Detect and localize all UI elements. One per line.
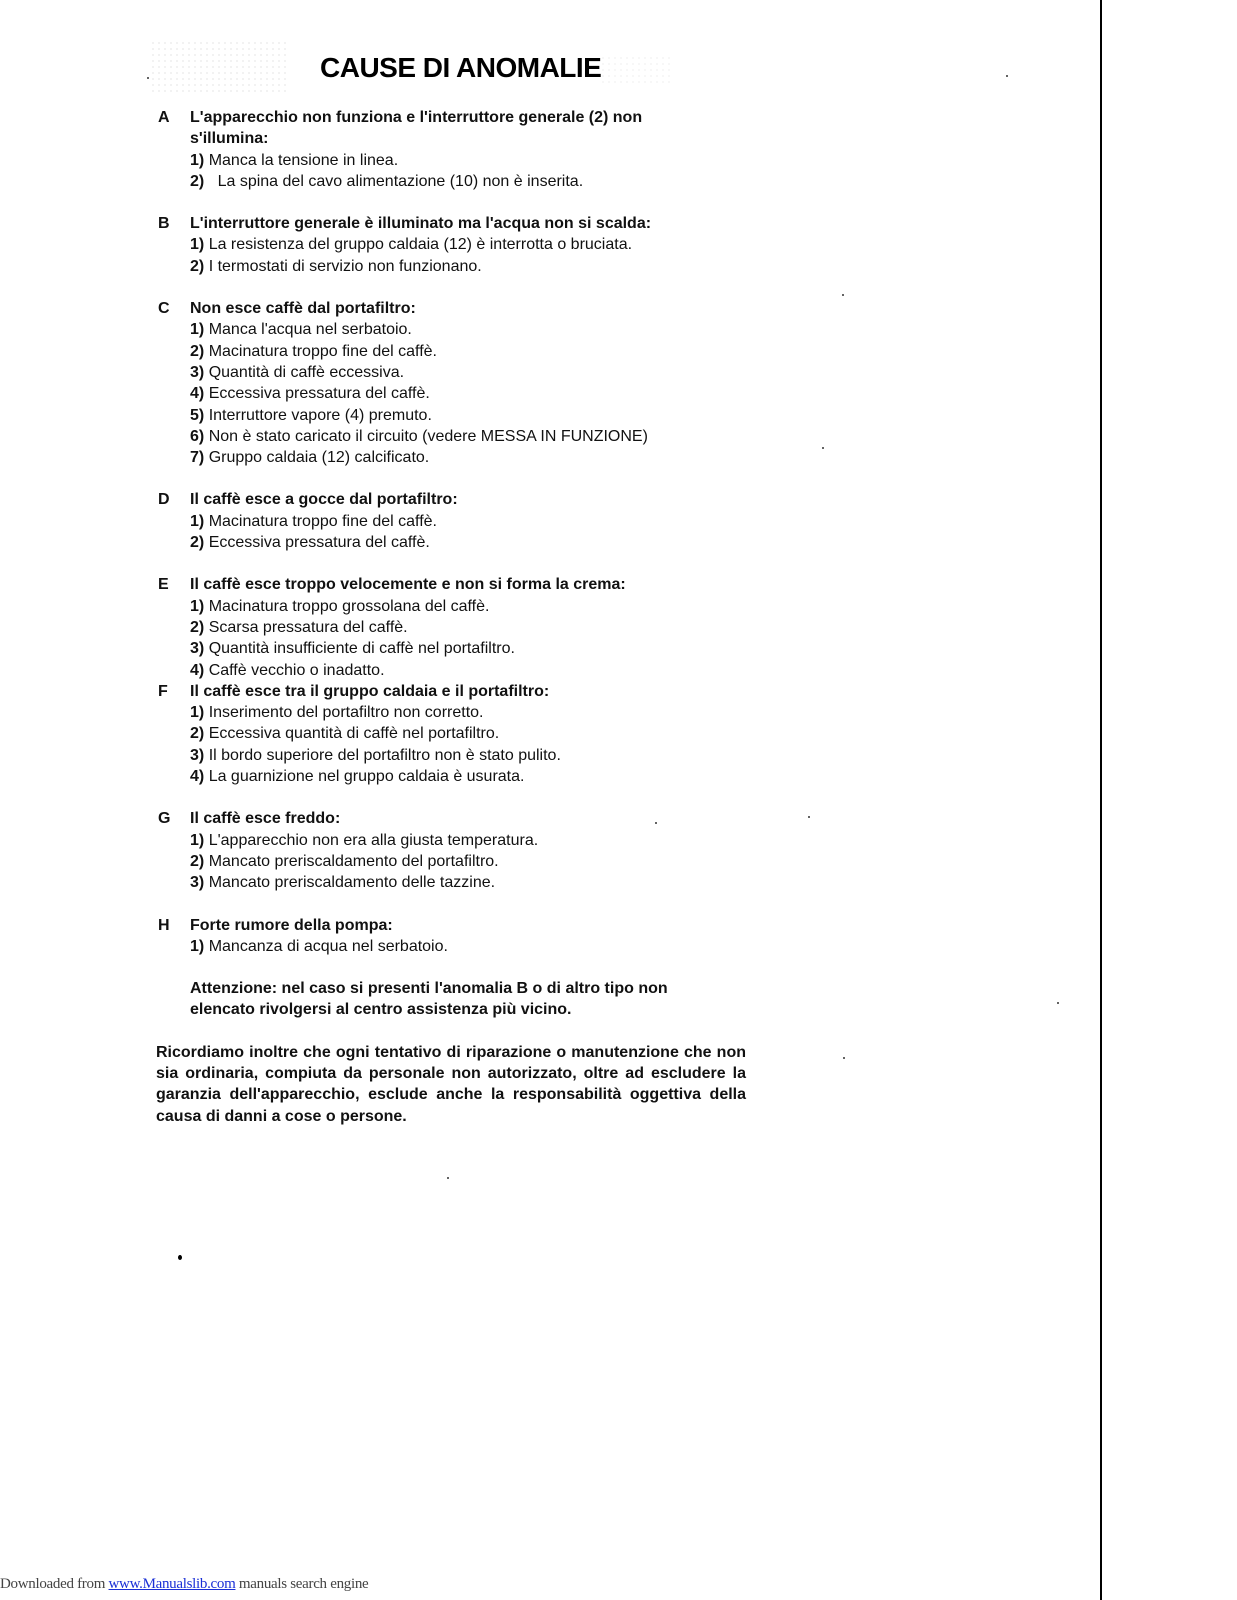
list-item: 2) La spina del cavo alimentazione (10) non è inserita. <box>190 172 584 190</box>
list-item: 1) Mancanza di acqua nel serbatoio. <box>190 937 448 955</box>
section-letter: D <box>158 491 170 509</box>
manualslib-link[interactable]: www.Manualslib.com <box>108 1576 236 1592</box>
section-heading: Il caffè esce troppo velocemente e non si forma la crema: <box>190 576 626 594</box>
section-letter: F <box>158 682 168 700</box>
section-heading: L'apparecchio non funziona e l'interruttore generale (2) non s'illumina: <box>190 109 643 148</box>
scan-speck <box>1006 75 1008 77</box>
scan-speck <box>655 822 657 824</box>
troubleshooting-list <box>158 107 758 1127</box>
list-item: 2) Macinatura troppo fine del caffè. <box>190 342 437 360</box>
page-edge-line <box>1100 0 1102 1600</box>
scan-speck <box>447 1177 449 1179</box>
section-heading: Non esce caffè dal portafiltro: <box>190 300 416 318</box>
closing-paragraph: Ricordiamo inoltre che ogni tentativo di riparazione o manutenzione che non sia ordinaria, compiuta da personale non autorizzato, oltre ad escludere la garanzia dell'apparecchio, esclude anche la responsabilità oggettiva della causa di danni a cose o persone. <box>156 1043 746 1125</box>
section-heading: Forte rumore della pompa: <box>190 916 393 934</box>
section-e <box>158 574 758 680</box>
list-item: 3) Quantità insufficiente di caffè nel portafiltro. <box>190 640 515 658</box>
section-f <box>158 681 758 787</box>
list-item: 2) Scarsa pressatura del caffè. <box>190 618 408 636</box>
list-item: 5) Interruttore vapore (4) premuto. <box>190 406 432 424</box>
section-letter: E <box>158 576 169 594</box>
section-heading: Il caffè esce tra il gruppo caldaia e il portafiltro: <box>190 682 550 700</box>
section-c <box>158 298 758 468</box>
list-item: 1) Inserimento del portafiltro non corretto. <box>190 704 484 722</box>
section-d <box>158 489 758 553</box>
section-letter: G <box>158 810 171 828</box>
scan-speck <box>1057 1002 1059 1004</box>
section-letter: A <box>158 109 170 126</box>
list-item: 4) Caffè vecchio o inadatto. <box>190 661 385 679</box>
attention-note: Attenzione: nel caso si presenti l'anomalia B o di altro tipo non elencato rivolgersi al centro assistenza più vicino. <box>190 980 668 1019</box>
list-item: 6) Non è stato caricato il circuito (vedere MESSA IN FUNZIONE) <box>190 427 648 445</box>
section-h <box>158 915 758 958</box>
list-item: 1) Manca la tensione in linea. <box>190 151 399 169</box>
scan-speck <box>808 816 810 818</box>
download-footer <box>0 1576 368 1593</box>
list-item: 2) Eccessiva quantità di caffè nel portafiltro. <box>190 725 500 743</box>
list-item: 1) Macinatura troppo grossolana del caffè. <box>190 597 490 615</box>
scan-speck <box>843 1057 845 1059</box>
list-item: 3) Mancato preriscaldamento delle tazzine. <box>190 874 496 892</box>
list-item: 3) Il bordo superiore del portafiltro non è stato pulito. <box>190 746 561 764</box>
scan-speck <box>147 77 149 79</box>
list-item: 4) La guarnizione nel gruppo caldaia è usurata. <box>190 768 525 786</box>
scan-noise <box>600 55 670 85</box>
scan-speck <box>178 1255 182 1260</box>
scan-speck <box>822 447 824 449</box>
section-heading: Il caffè esce a gocce dal portafiltro: <box>190 491 458 509</box>
list-item: 1) Manca l'acqua nel serbatoio. <box>190 321 412 339</box>
scan-noise <box>150 40 290 95</box>
list-item: 3) Quantità di caffè eccessiva. <box>190 363 405 381</box>
section-a <box>158 107 758 192</box>
section-g <box>158 808 758 893</box>
list-item: 1) Macinatura troppo fine del caffè. <box>190 512 437 530</box>
page-title: CAUSE DI ANOMALIE <box>320 52 602 83</box>
list-item: 7) Gruppo caldaia (12) calcificato. <box>190 449 430 467</box>
footer-prefix: Downloaded from <box>0 1576 109 1592</box>
list-item: 2) I termostati di servizio non funzionano. <box>190 257 482 275</box>
list-item: 4) Eccessiva pressatura del caffè. <box>190 385 430 403</box>
section-heading: Il caffè esce freddo: <box>190 810 341 828</box>
list-item: 2) Mancato preriscaldamento del portafiltro. <box>190 852 499 870</box>
footer-suffix: manuals search engine <box>235 1576 369 1592</box>
section-letter: H <box>158 916 170 934</box>
section-letter: B <box>158 215 170 233</box>
section-letter: C <box>158 300 170 318</box>
section-heading: L'interruttore generale è illuminato ma l'acqua non si scalda: <box>190 215 652 233</box>
list-item: 2) Eccessiva pressatura del caffè. <box>190 534 430 552</box>
list-item: 1) La resistenza del gruppo caldaia (12) è interrotta o bruciata. <box>190 236 633 254</box>
section-b <box>158 213 758 277</box>
list-item: 1) L'apparecchio non era alla giusta temperatura. <box>190 831 539 849</box>
scan-speck <box>842 294 844 296</box>
